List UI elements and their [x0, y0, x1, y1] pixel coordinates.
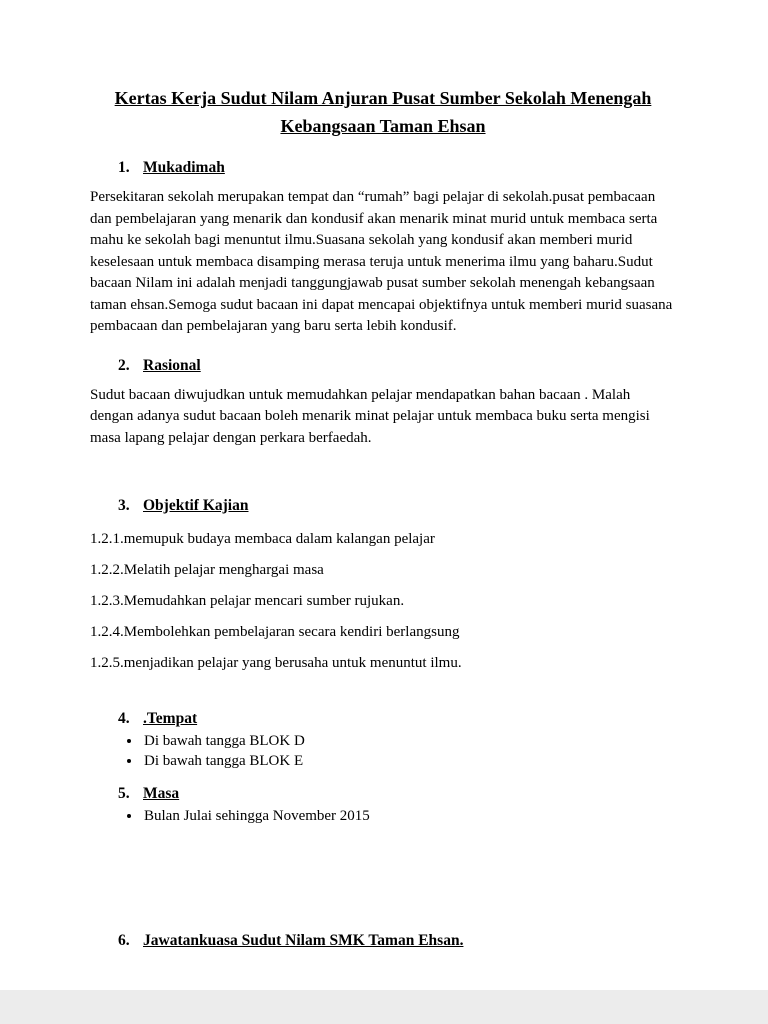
section-title: Rasional [143, 356, 201, 374]
objective-item: 1.2.4.Membolehkan pembelajaran secara kendiri berlangsung [90, 624, 460, 640]
section-number: 3. [118, 497, 130, 514]
page-edge-background [0, 990, 768, 1024]
section-title: .Tempat [143, 710, 198, 727]
section-title: Jawatankuasa Sudut Nilam SMK Taman Ehsan. [143, 931, 464, 949]
section-title: Mukadimah [143, 159, 225, 176]
masa-list [90, 808, 676, 826]
objective-item: 1.2.5.menjadikan pelajar yang berusaha untuk menuntut ilmu. [90, 655, 462, 671]
section-number: 2. [118, 356, 130, 374]
section-heading-rasional [90, 355, 676, 376]
objective-item: 1.2.2.Melatih pelajar menghargai masa [90, 562, 324, 578]
section-title: Masa [143, 785, 180, 802]
section-heading-masa [90, 783, 676, 804]
list-item: • Di bawah tangga BLOK D [142, 733, 676, 751]
list-item: • Bulan Julai sehingga November 2015 [142, 808, 676, 826]
objectives-list [90, 529, 676, 674]
section-heading-tempat [90, 708, 676, 729]
section-number: 1. [118, 159, 130, 176]
section-heading-objektif [90, 495, 676, 516]
list-item: • Di bawah tangga BLOK E [142, 753, 676, 771]
objective-item: 1.2.1.memupuk budaya membaca dalam kalangan pelajar [90, 531, 435, 547]
mukadimah-paragraph: Persekitaran sekolah merupakan tempat dan “rumah” bagi pelajar di sekolah.pusat pembacaan dan pembelajaran yang menarik dan kondusif akan menarik minat murid untuk membaca serta mahu ke sekolah bagi menuntut ilmu.Suasana sekolah yang kondusif akan memberi murid keselesaan untuk membaca disamping merasa teruja untuk menerima ilmu yang baharu.Sudut bacaan Nilam ini adalah menjadi tanggungjawab pusat sumber sekolah menengah kebangsaan taman ehsan.Semoga sudut bacaan ini dapat mencapai objektifnya untuk memberi murid suasana pembacaan dan pembelajaran yang baru serta lebih kondusif. [90, 189, 673, 334]
tempat-list [90, 733, 676, 770]
section-number: 5. [118, 785, 130, 802]
section-title: Objektif Kajian [143, 497, 249, 514]
rasional-paragraph: Sudut bacaan diwujudkan untuk memudahkan pelajar mendapatkan bahan bacaan . Malah dengan adanya sudut bacaan boleh menarik minat pelajar untuk membaca buku serta mengisi masa lapang pelajar dengan perkara berfaedah. [90, 386, 650, 446]
section-number: 6. [118, 931, 130, 949]
document-title: Kertas Kerja Sudut Nilam Anjuran Pusat Sumber Sekolah Menengah Kebangsaan Taman Ehsan [114, 88, 652, 136]
section-heading-jawatankuasa [90, 930, 676, 951]
objective-item: 1.2.3.Memudahkan pelajar mencari sumber rujukan. [90, 593, 405, 609]
section-heading-mukadimah [90, 157, 676, 178]
section-number: 4. [118, 710, 130, 727]
